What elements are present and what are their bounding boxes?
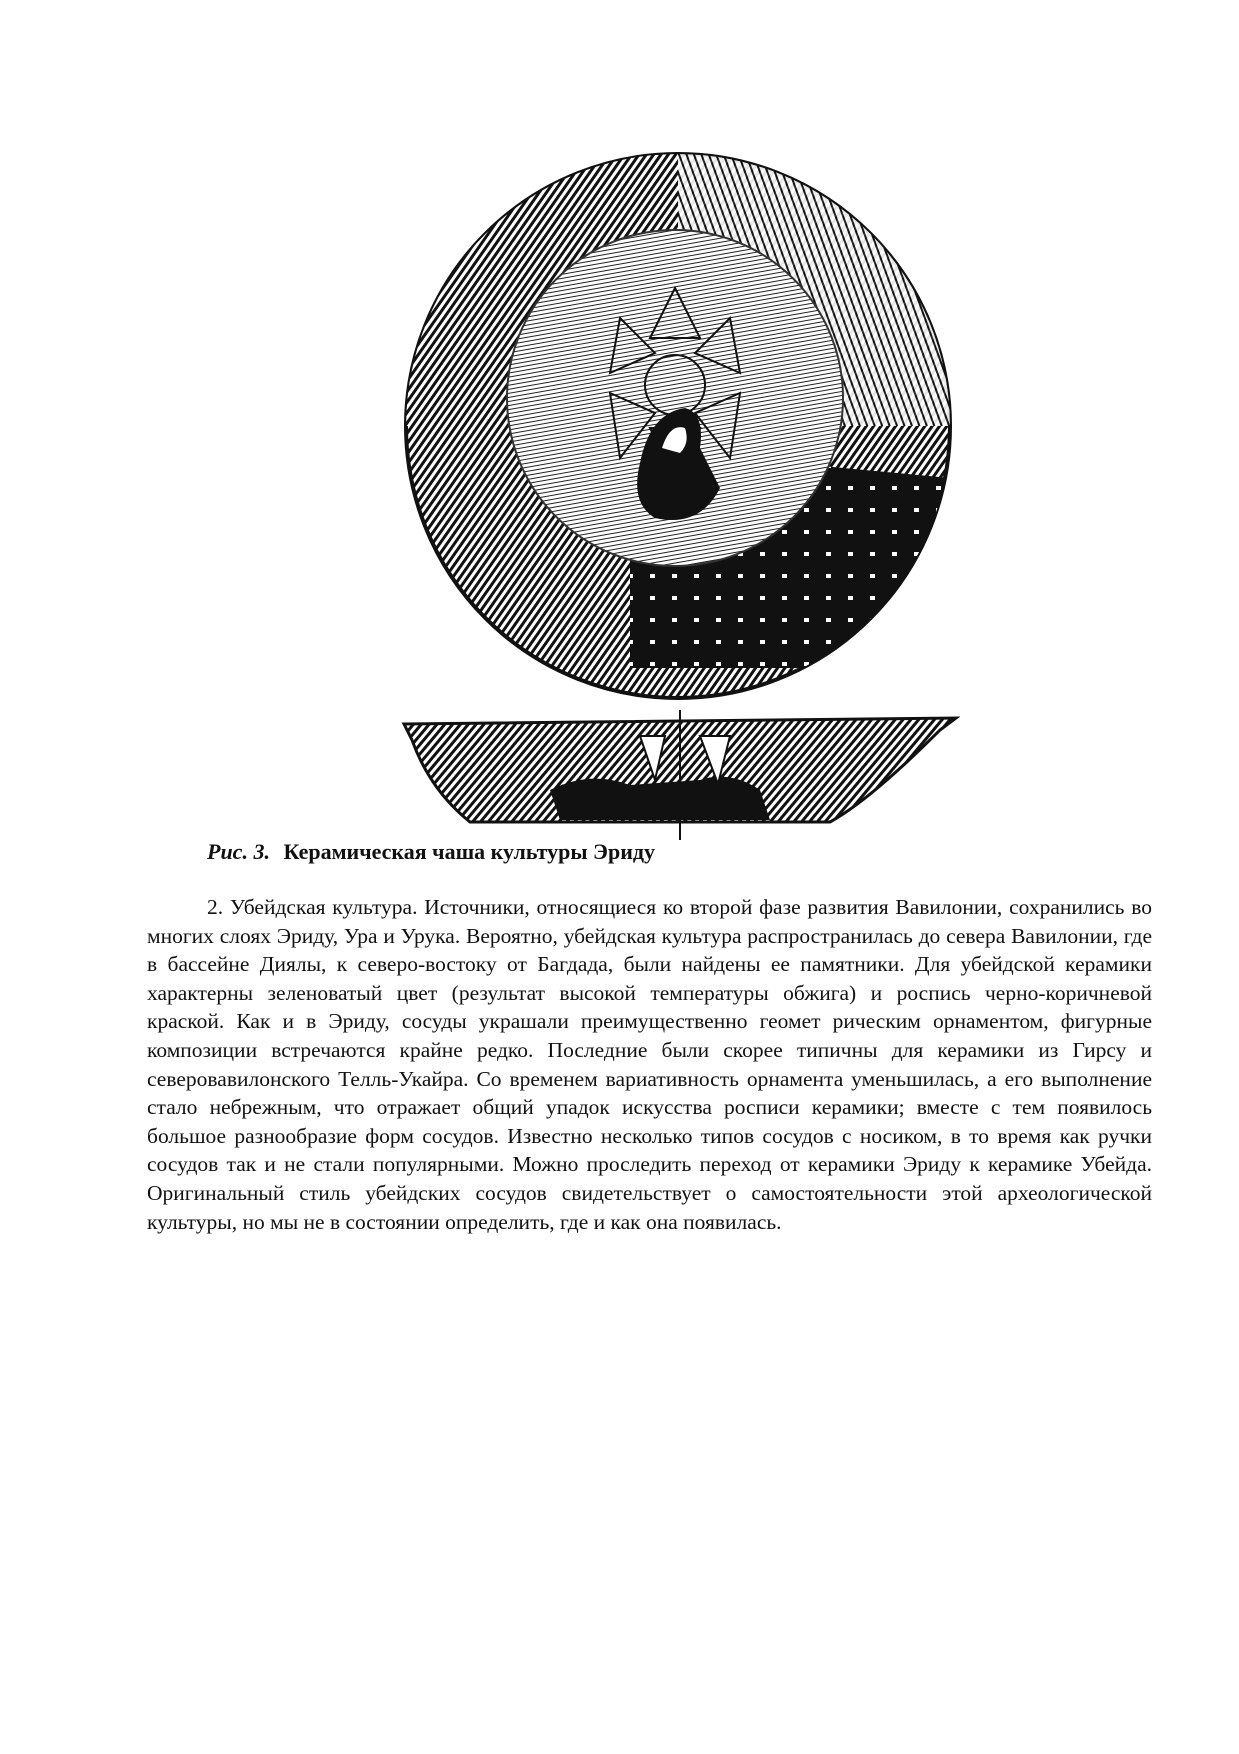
bowl-profile-drawing — [400, 710, 960, 840]
figure-caption-text: Керамическая чаша культуры Эриду — [283, 839, 656, 864]
figure-caption — [207, 839, 655, 865]
figure-label: Рис. 3. — [207, 839, 270, 864]
body-paragraph: 2. Убейдская культура. Источники, относящиеся ко второй фазе развития Вавилонии, сохранились во многих слоях Эриду, Ура и Урука. Вероятно, убейдская культура распространилась до севера Вавилонии, где в бассейне Диялы, к северо-востоку от Багдада, были найдены ее памятники. Для убейдской керамики характерны зеленоватый цвет (результат высокой температуры обжига) и роспись черно-коричневой краской. Как и в Эриду, сосуды украшали преимущественно геомет рическим орнаментом, фигурные композиции встречаются крайне редко. Последние были скорее типичны для керамики из Гирсу и северовавилонского Телль-Укайра. Со временем вариативность орнамента уменьшилась, а его выполнение стало небрежным, что отражает общий упадок искусства росписи керамики; вместе с тем появилось большое разнообразие форм сосудов. Известно несколько типов сосудов с носиком, в то время как ручки сосудов так и не стали популярными. Можно проследить переход от керамики Эриду к керамике Убейда. Оригинальный стиль убейдских сосудов свидетельствует о самостоятельности этой археологической культуры, но мы не в состоянии определить, где и как она появилась. — [147, 895, 1152, 1234]
bowl-top-view-drawing — [400, 148, 956, 704]
